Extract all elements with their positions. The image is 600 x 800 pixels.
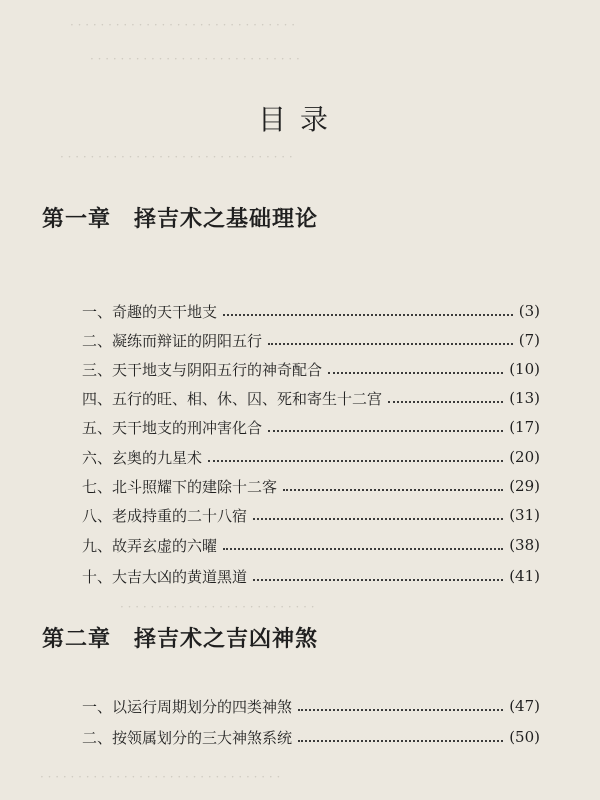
page-title: 目录 [257,103,342,136]
bleed-through-text: · · · · · · · · · · · · · · · · · · · · · · · · · · · · · · · · [40,770,281,784]
toc-entry-page: (10) [509,360,540,378]
dot-leader [253,518,503,520]
toc-entry[interactable] [82,530,540,560]
dot-leader [328,372,503,374]
toc-entry[interactable] [82,412,540,442]
bleed-through-text: · · · · · · · · · · · · · · · · · · · · · · · · · · · · · · [70,18,296,32]
toc-entry-page: (47) [509,697,540,715]
bleed-through-text: · · · · · · · · · · · · · · · · · · · · · · · · · · [120,600,315,614]
toc-entry[interactable] [82,471,540,501]
toc-entry[interactable] [82,442,540,472]
toc-entry-page: (50) [509,728,540,746]
toc-entry[interactable] [82,691,540,721]
toc-entry-page: (31) [509,506,540,524]
bleed-through-text: · · · · · · · · · · · · · · · · · · · · · · · · · · · · · · · [60,150,293,164]
toc-entry-label: 五、天干地支的刑冲害化合 [82,418,263,437]
dot-leader [388,401,503,403]
toc-entry-label: 六、玄奥的九星术 [82,448,203,467]
toc-entry-page: (7) [518,331,540,349]
toc-entry-label: 四、五行的旺、相、休、囚、死和寄生十二宫 [82,389,383,408]
dot-leader [298,740,503,742]
toc-entry-page: (3) [518,302,540,320]
toc-entry-page: (29) [509,477,540,495]
toc-entry-label: 八、老成持重的二十八宿 [82,506,248,525]
dot-leader [208,460,503,462]
dot-leader [283,489,503,491]
dot-leader [268,430,503,432]
toc-entry-page: (20) [509,448,540,466]
dot-leader [298,709,503,711]
dot-leader [253,579,503,581]
toc-entry-label: 一、以运行周期划分的四类神煞 [82,697,293,716]
toc-entry-label: 十、大吉大凶的黄道黑道 [82,567,248,586]
toc-entry[interactable] [82,325,540,355]
toc-entry[interactable] [82,383,540,413]
toc-entry-label: 三、天干地支与阴阳五行的神奇配合 [82,360,323,379]
toc-entry[interactable] [82,296,540,326]
bleed-through-text: · · · · · · · · · · · · · · · · · · · · · · · · · · · · [90,52,300,66]
toc-entry[interactable] [82,561,540,591]
toc-entry-label: 二、按领属划分的三大神煞系统 [82,728,293,747]
toc-entry[interactable] [82,500,540,530]
toc-entry-label: 一、奇趣的天干地支 [82,302,218,321]
toc-entry-page: (13) [509,389,540,407]
chapter-heading: 第一章 择吉术之基础理论 [42,206,319,232]
toc-entry-label: 二、凝练而辩证的阴阳五行 [82,331,263,350]
dot-leader [223,548,503,550]
toc-entry-page: (17) [509,418,540,436]
toc-entry-label: 九、故弄玄虚的六曜 [82,536,218,555]
toc-entry[interactable] [82,354,540,384]
toc-entry[interactable] [82,722,540,752]
toc-entry-page: (38) [509,536,540,554]
dot-leader [223,314,513,316]
chapter-heading: 第二章 择吉术之吉凶神煞 [42,626,319,652]
toc-entry-page: (41) [509,567,540,585]
dot-leader [268,343,513,345]
toc-entry-label: 七、北斗照耀下的建除十二客 [82,477,278,496]
